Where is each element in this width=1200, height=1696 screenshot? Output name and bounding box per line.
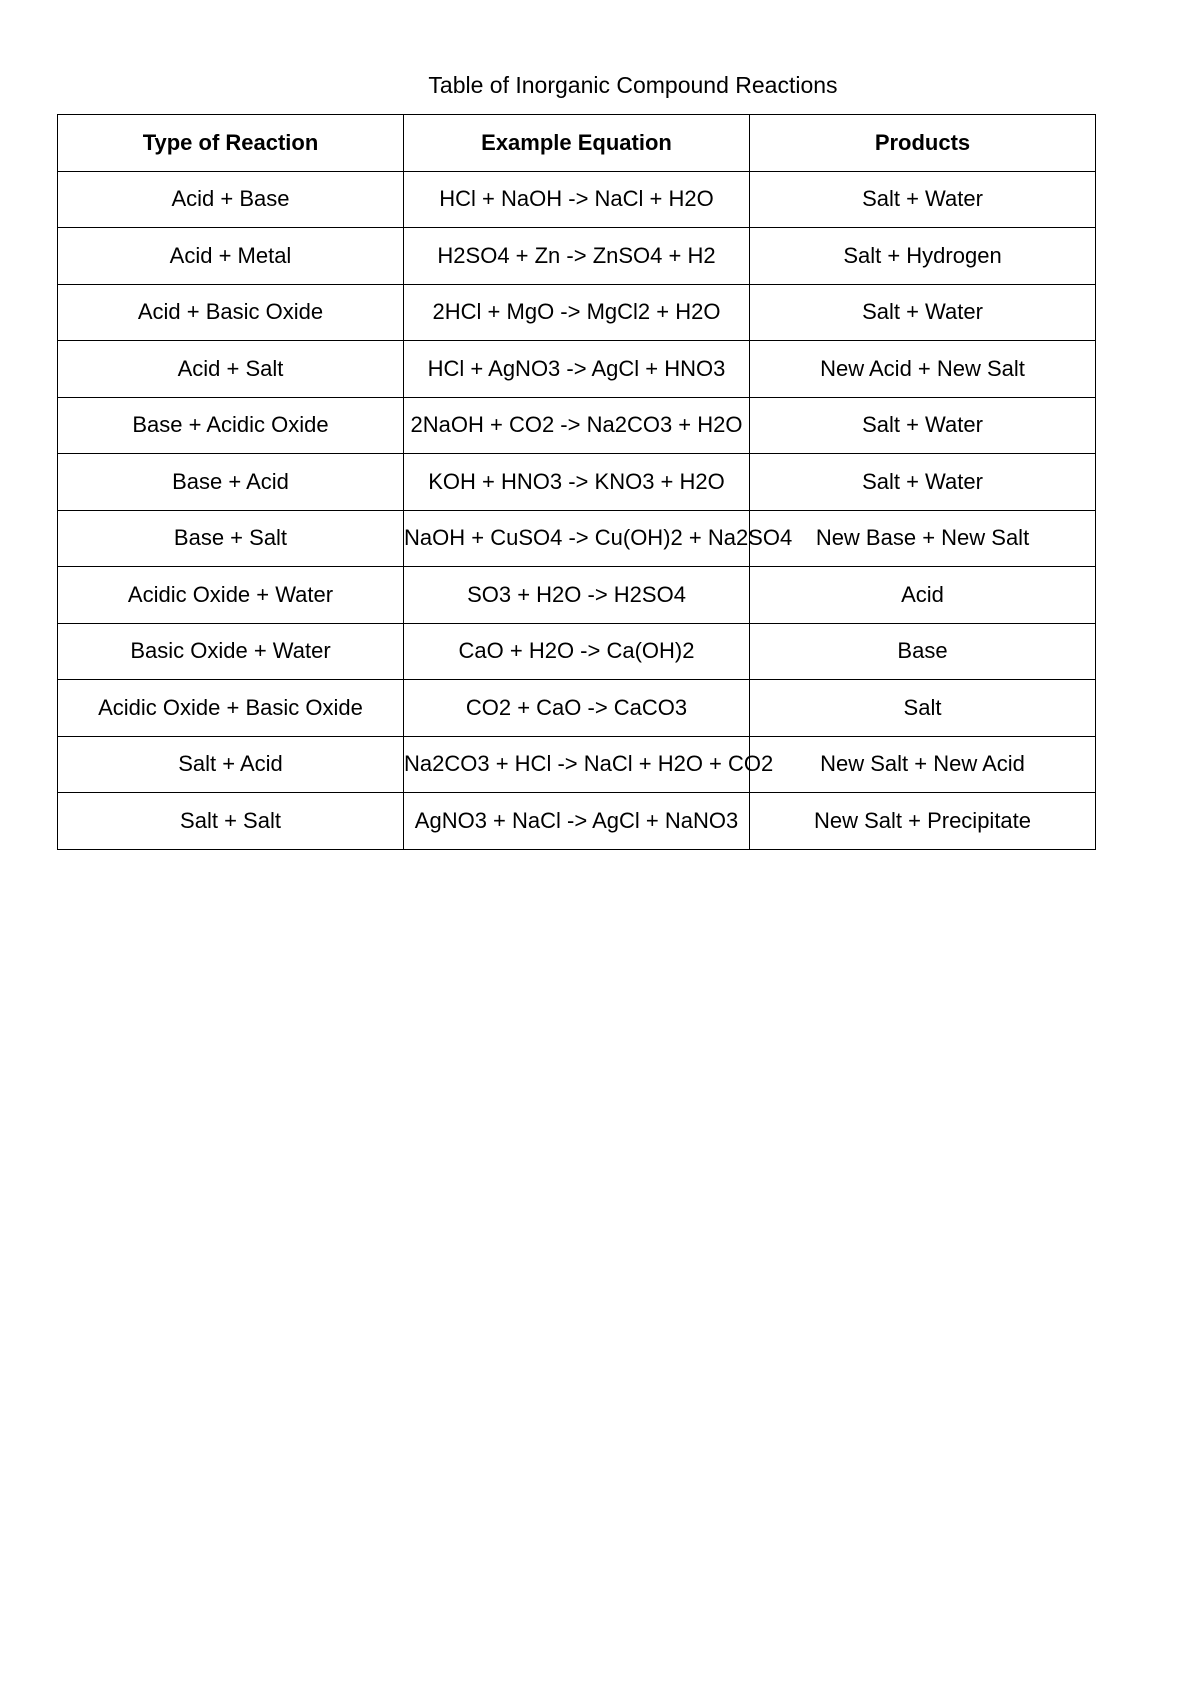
equation-cell: H2SO4 + Zn -> ZnSO4 + H2 xyxy=(404,228,750,285)
reaction-type-cell: Acid + Metal xyxy=(58,228,404,285)
reaction-type-cell: Acid + Basic Oxide xyxy=(58,284,404,341)
equation-cell: 2NaOH + CO2 -> Na2CO3 + H2O xyxy=(404,397,750,454)
table-row xyxy=(58,680,1096,737)
equation-cell: CO2 + CaO -> CaCO3 xyxy=(404,680,750,737)
products-cell: Salt + Water xyxy=(750,284,1096,341)
table-row xyxy=(58,454,1096,511)
column-header-type: Type of Reaction xyxy=(58,115,404,172)
table-row xyxy=(58,623,1096,680)
products-cell: Salt + Hydrogen xyxy=(750,228,1096,285)
table-header-row xyxy=(58,115,1096,172)
products-cell: New Salt + Precipitate xyxy=(750,793,1096,850)
equation-cell: CaO + H2O -> Ca(OH)2 xyxy=(404,623,750,680)
column-header-products: Products xyxy=(750,115,1096,172)
table-row xyxy=(58,510,1096,567)
column-header-equation: Example Equation xyxy=(404,115,750,172)
reaction-type-cell: Base + Acidic Oxide xyxy=(58,397,404,454)
reaction-type-cell: Basic Oxide + Water xyxy=(58,623,404,680)
table-row xyxy=(58,284,1096,341)
table-row xyxy=(58,567,1096,624)
products-cell: Acid xyxy=(750,567,1096,624)
products-cell: Base xyxy=(750,623,1096,680)
equation-cell: HCl + AgNO3 -> AgCl + HNO3 xyxy=(404,341,750,398)
equation-cell: 2HCl + MgO -> MgCl2 + H2O xyxy=(404,284,750,341)
equation-cell: SO3 + H2O -> H2SO4 xyxy=(404,567,750,624)
products-cell: Salt + Water xyxy=(750,171,1096,228)
reaction-type-cell: Base + Acid xyxy=(58,454,404,511)
products-cell: Salt + Water xyxy=(750,397,1096,454)
products-cell: Salt + Water xyxy=(750,454,1096,511)
reaction-type-cell: Salt + Acid xyxy=(58,736,404,793)
equation-cell: NaOH + CuSO4 -> Cu(OH)2 + Na2SO4 xyxy=(404,510,750,567)
table-row xyxy=(58,736,1096,793)
equation-cell: HCl + NaOH -> NaCl + H2O xyxy=(404,171,750,228)
reaction-type-cell: Acid + Base xyxy=(58,171,404,228)
products-cell: New Salt + New Acid xyxy=(750,736,1096,793)
table-row xyxy=(58,171,1096,228)
equation-cell: Na2CO3 + HCl -> NaCl + H2O + CO2 xyxy=(404,736,750,793)
page-title: Table of Inorganic Compound Reactions xyxy=(428,72,838,98)
equation-cell: KOH + HNO3 -> KNO3 + H2O xyxy=(404,454,750,511)
reactions-table xyxy=(57,114,1096,850)
table-row xyxy=(58,397,1096,454)
products-cell: New Acid + New Salt xyxy=(750,341,1096,398)
table-row xyxy=(58,341,1096,398)
reaction-type-cell: Base + Salt xyxy=(58,510,404,567)
table-row xyxy=(58,228,1096,285)
reaction-type-cell: Salt + Salt xyxy=(58,793,404,850)
equation-cell: AgNO3 + NaCl -> AgCl + NaNO3 xyxy=(404,793,750,850)
products-cell: New Base + New Salt xyxy=(750,510,1096,567)
reaction-type-cell: Acid + Salt xyxy=(58,341,404,398)
reaction-type-cell: Acidic Oxide + Basic Oxide xyxy=(58,680,404,737)
reaction-type-cell: Acidic Oxide + Water xyxy=(58,567,404,624)
table-row xyxy=(58,793,1096,850)
products-cell: Salt xyxy=(750,680,1096,737)
